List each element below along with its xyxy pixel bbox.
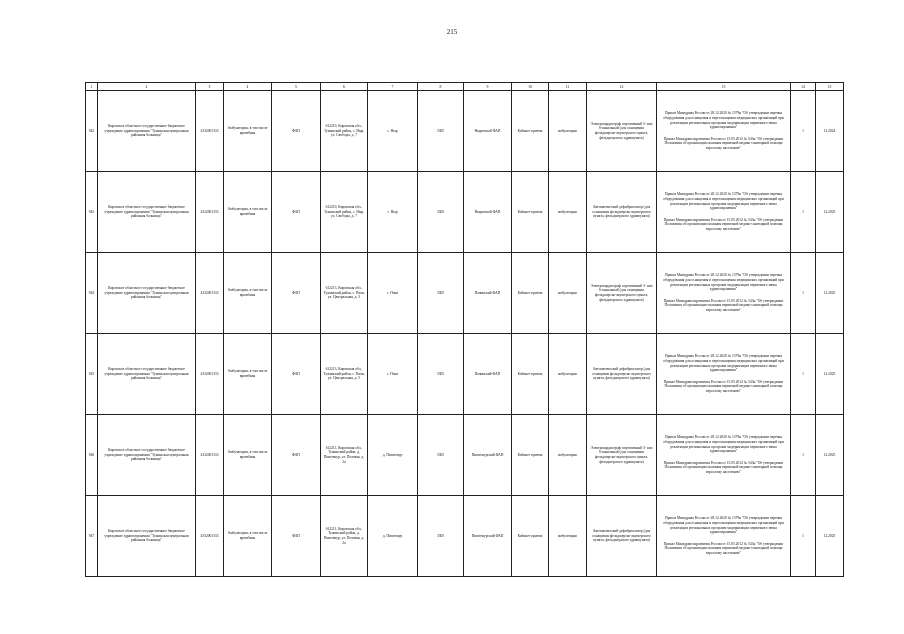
regulation-text: Приказ Минздравсоцразвития России от 15.05.2012 № 543н "Об утверждении Положения об организации оказания первичной медико-санитарной помощи взрослому населению" [663, 379, 784, 393]
row-number-cell: 946 [86, 415, 98, 496]
regulation-text: Приказ Минздрава России от 28.12.2020 № 1379н "Об утверждении перечня оборудования для оснащения и переоснащения медицинских организаций при реализации региональных программ модернизации первичного звена здравоохранения" [663, 435, 784, 454]
facility-type-cell: Амбулатория, в том числе врачебная [224, 334, 272, 415]
organization-cell: Кировское областное государственное бюджетное учреждение здравоохранения "Тужинская центральная районная больница" [98, 172, 196, 253]
regulation-cell [657, 253, 791, 334]
regulation-text: Приказ Минздрава России от 28.12.2020 № 1379н "Об утверждении перечня оборудования для оснащения и переоснащения медицинских организаций при реализации региональных программ модернизации первичного звена здравоохранения" [663, 192, 784, 211]
column-header: 1 [86, 83, 98, 91]
facility-type-cell: Амбулатория, в том числе врачебная [224, 172, 272, 253]
quantity-cell: 1 [791, 91, 816, 172]
column-header: 13 [657, 83, 791, 91]
deadline-cell: 12.2025 [816, 253, 844, 334]
settlement-cell: с. Ныр [368, 172, 418, 253]
unit-name-cell: Пиштенурский ФАП [464, 496, 512, 577]
population-cell: 3305 [418, 415, 464, 496]
address-cell: 612213, Кировская обл., Тужинский район, с. Пачи, ул. Центральная, д. 5 [321, 253, 368, 334]
care-mode-cell: амбулаторно [549, 334, 587, 415]
organization-cell: Кировское областное государственное бюджетное учреждение здравоохранения "Тужинская центральная районная больница" [98, 91, 196, 172]
column-header: 7 [368, 83, 418, 91]
equipment-table [85, 82, 844, 577]
inn-cell: 4332001333 [196, 334, 224, 415]
regulation-text: Приказ Минздравсоцразвития России от 15.05.2012 № 543н "Об утверждении Положения об организации оказания первичной медико-санитарной помощи взрослому населению" [663, 460, 784, 474]
population-cell: 3305 [418, 172, 464, 253]
table-row [86, 415, 844, 496]
equipment-cell: Автоматический дефибриллятор (для оснащения фельдшерско-акушерского пункта, фельдшерского здравпункта) [587, 334, 657, 415]
regulation-cell [657, 496, 791, 577]
population-cell: 3305 [418, 334, 464, 415]
column-header-row [86, 83, 844, 91]
column-header: 2 [98, 83, 196, 91]
column-header: 9 [464, 83, 512, 91]
table-row [86, 253, 844, 334]
unit-kind-cell: ФАП [272, 334, 321, 415]
equipment-cell: Электрокардиограф портативный 3- или 6-канальный (для оснащения фельдшерско-акушерского пункта, фельдшерского здравпункта) [587, 253, 657, 334]
facility-type-cell: Амбулатория, в том числе врачебная [224, 253, 272, 334]
facility-type-cell: Амбулатория, в том числе врачебная [224, 91, 272, 172]
address-cell: 612213, Кировская обл., Тужинский район, с. Пачи, ул. Центральная, д. 5 [321, 334, 368, 415]
column-header: 5 [272, 83, 321, 91]
care-mode-cell: амбулаторно [549, 496, 587, 577]
settlement-cell: с. Пачи [368, 253, 418, 334]
settlement-cell: с. Ныр [368, 91, 418, 172]
quantity-cell: 1 [791, 334, 816, 415]
column-header: 15 [816, 83, 844, 91]
unit-kind-cell: ФАП [272, 172, 321, 253]
settlement-cell: с. Пачи [368, 334, 418, 415]
unit-kind-cell: ФАП [272, 91, 321, 172]
organization-cell: Кировское областное государственное бюджетное учреждение здравоохранения "Тужинская центральная районная больница" [98, 415, 196, 496]
regulation-cell [657, 172, 791, 253]
facility-type-cell: Амбулатория, в том числе врачебная [224, 415, 272, 496]
regulation-text: Приказ Минздрава России от 28.12.2020 № 1379н "Об утверждении перечня оборудования для оснащения и переоснащения медицинских организаций при реализации региональных программ модернизации первичного звена здравоохранения" [663, 354, 784, 373]
population-cell: 3305 [418, 496, 464, 577]
unit-name-cell: Пачинский ФАП [464, 334, 512, 415]
column-header: 8 [418, 83, 464, 91]
quantity-cell: 1 [791, 253, 816, 334]
room-cell: Кабинет приема [512, 415, 549, 496]
inn-cell: 4332001333 [196, 91, 224, 172]
quantity-cell: 1 [791, 496, 816, 577]
deadline-cell: 12.2025 [816, 334, 844, 415]
inn-cell: 4332001333 [196, 172, 224, 253]
care-mode-cell: амбулаторно [549, 253, 587, 334]
inn-cell: 4332001333 [196, 496, 224, 577]
unit-name-cell: Пачинский ФАП [464, 253, 512, 334]
regulation-text: Приказ Минздравсоцразвития России от 15.05.2012 № 543н "Об утверждении Положения об организации оказания первичной медико-санитарной помощи взрослому населению" [663, 298, 784, 312]
row-number-cell: 944 [86, 253, 98, 334]
table-row [86, 91, 844, 172]
regulation-text: Приказ Минздрава России от 28.12.2020 № 1379н "Об утверждении перечня оборудования для оснащения и переоснащения медицинских организаций при реализации региональных программ модернизации первичного звена здравоохранения" [663, 516, 784, 535]
room-cell: Кабинет приема [512, 334, 549, 415]
facility-type-cell: Амбулатория, в том числе врачебная [224, 496, 272, 577]
table-row [86, 172, 844, 253]
unit-kind-cell: ФАП [272, 253, 321, 334]
unit-name-cell: Ныровской ФАП [464, 91, 512, 172]
equipment-cell: Электрокардиограф портативный 3- или 6-канальный (для оснащения фельдшерско-акушерского пункта, фельдшерского здравпункта) [587, 415, 657, 496]
column-header: 11 [549, 83, 587, 91]
unit-kind-cell: ФАП [272, 496, 321, 577]
deadline-cell: 12.2025 [816, 496, 844, 577]
column-header: 4 [224, 83, 272, 91]
deadline-cell: 12.2025 [816, 172, 844, 253]
regulation-text: Приказ Минздравсоцразвития России от 15.05.2012 № 543н "Об утверждении Положения об организации оказания первичной медико-санитарной помощи взрослому населению" [663, 541, 784, 555]
equipment-cell: Автоматический дефибриллятор (для оснащения фельдшерско-акушерского пункта, фельдшерского здравпункта) [587, 496, 657, 577]
room-cell: Кабинет приема [512, 91, 549, 172]
regulation-text: Приказ Минздравсоцразвития России от 15.05.2012 № 543н "Об утверждении Положения об организации оказания первичной медико-санитарной помощи взрослому населению" [663, 217, 784, 231]
inn-cell: 4332001333 [196, 415, 224, 496]
quantity-cell: 1 [791, 415, 816, 496]
regulation-text: Приказ Минздрава России от 28.12.2020 № 1379н "Об утверждении перечня оборудования для оснащения и переоснащения медицинских организаций при реализации региональных программ модернизации первичного звена здравоохранения" [663, 273, 784, 292]
row-number-cell: 942 [86, 91, 98, 172]
population-cell: 3305 [418, 91, 464, 172]
unit-kind-cell: ФАП [272, 415, 321, 496]
regulation-text: Приказ Минздрава России от 28.12.2020 № 1379н "Об утверждении перечня оборудования для оснащения и переоснащения медицинских организаций при реализации региональных программ модернизации первичного звена здравоохранения" [663, 111, 784, 130]
row-number-cell: 947 [86, 496, 98, 577]
care-mode-cell: амбулаторно [549, 172, 587, 253]
organization-cell: Кировское областное государственное бюджетное учреждение здравоохранения "Тужинская центральная районная больница" [98, 253, 196, 334]
quantity-cell: 1 [791, 172, 816, 253]
unit-name-cell: Пиштенурский ФАП [464, 415, 512, 496]
room-cell: Кабинет приема [512, 253, 549, 334]
deadline-cell: 12.2024 [816, 91, 844, 172]
deadline-cell: 12.2025 [816, 415, 844, 496]
column-header: 6 [321, 83, 368, 91]
column-header: 3 [196, 83, 224, 91]
table-row [86, 496, 844, 577]
inn-cell: 4332001333 [196, 253, 224, 334]
organization-cell: Кировское областное государственное бюджетное учреждение здравоохранения "Тужинская центральная районная больница" [98, 334, 196, 415]
page-number: 215 [446, 28, 458, 36]
regulation-text: Приказ Минздравсоцразвития России от 15.05.2012 № 543н "Об утверждении Положения об организации оказания первичной медико-санитарной помощи взрослому населению" [663, 136, 784, 150]
equipment-cell: Автоматический дефибриллятор (для оснащения фельдшерско-акушерского пункта, фельдшерского здравпункта) [587, 172, 657, 253]
care-mode-cell: амбулаторно [549, 415, 587, 496]
address-cell: 612211, Кировская обл., Тужинский район, д. Пиштенур, ул. Полевая, д. 2а [321, 415, 368, 496]
column-header: 12 [587, 83, 657, 91]
row-number-cell: 943 [86, 172, 98, 253]
care-mode-cell: амбулаторно [549, 91, 587, 172]
column-header: 10 [512, 83, 549, 91]
regulation-cell [657, 415, 791, 496]
equipment-cell: Электрокардиограф портативный 3- или 6-канальный (для оснащения фельдшерско-акушерского пункта, фельдшерского здравпункта) [587, 91, 657, 172]
regulation-cell [657, 334, 791, 415]
unit-name-cell: Ныровской ФАП [464, 172, 512, 253]
row-number-cell: 945 [86, 334, 98, 415]
room-cell: Кабинет приема [512, 172, 549, 253]
settlement-cell: д. Пиштенур [368, 496, 418, 577]
organization-cell: Кировское областное государственное бюджетное учреждение здравоохранения "Тужинская центральная районная больница" [98, 496, 196, 577]
settlement-cell: д. Пиштенур [368, 415, 418, 496]
column-header: 14 [791, 83, 816, 91]
population-cell: 3305 [418, 253, 464, 334]
room-cell: Кабинет приема [512, 496, 549, 577]
address-cell: 612210, Кировская обл., Тужинский район, с. Ныр, ул. Свободы, д. 7 [321, 172, 368, 253]
address-cell: 612210, Кировская обл., Тужинский район, с. Ныр, ул. Свободы, д. 7 [321, 91, 368, 172]
address-cell: 612211, Кировская обл., Тужинский район, д. Пиштенур, ул. Полевая, д. 2а [321, 496, 368, 577]
table-row [86, 334, 844, 415]
regulation-cell [657, 91, 791, 172]
